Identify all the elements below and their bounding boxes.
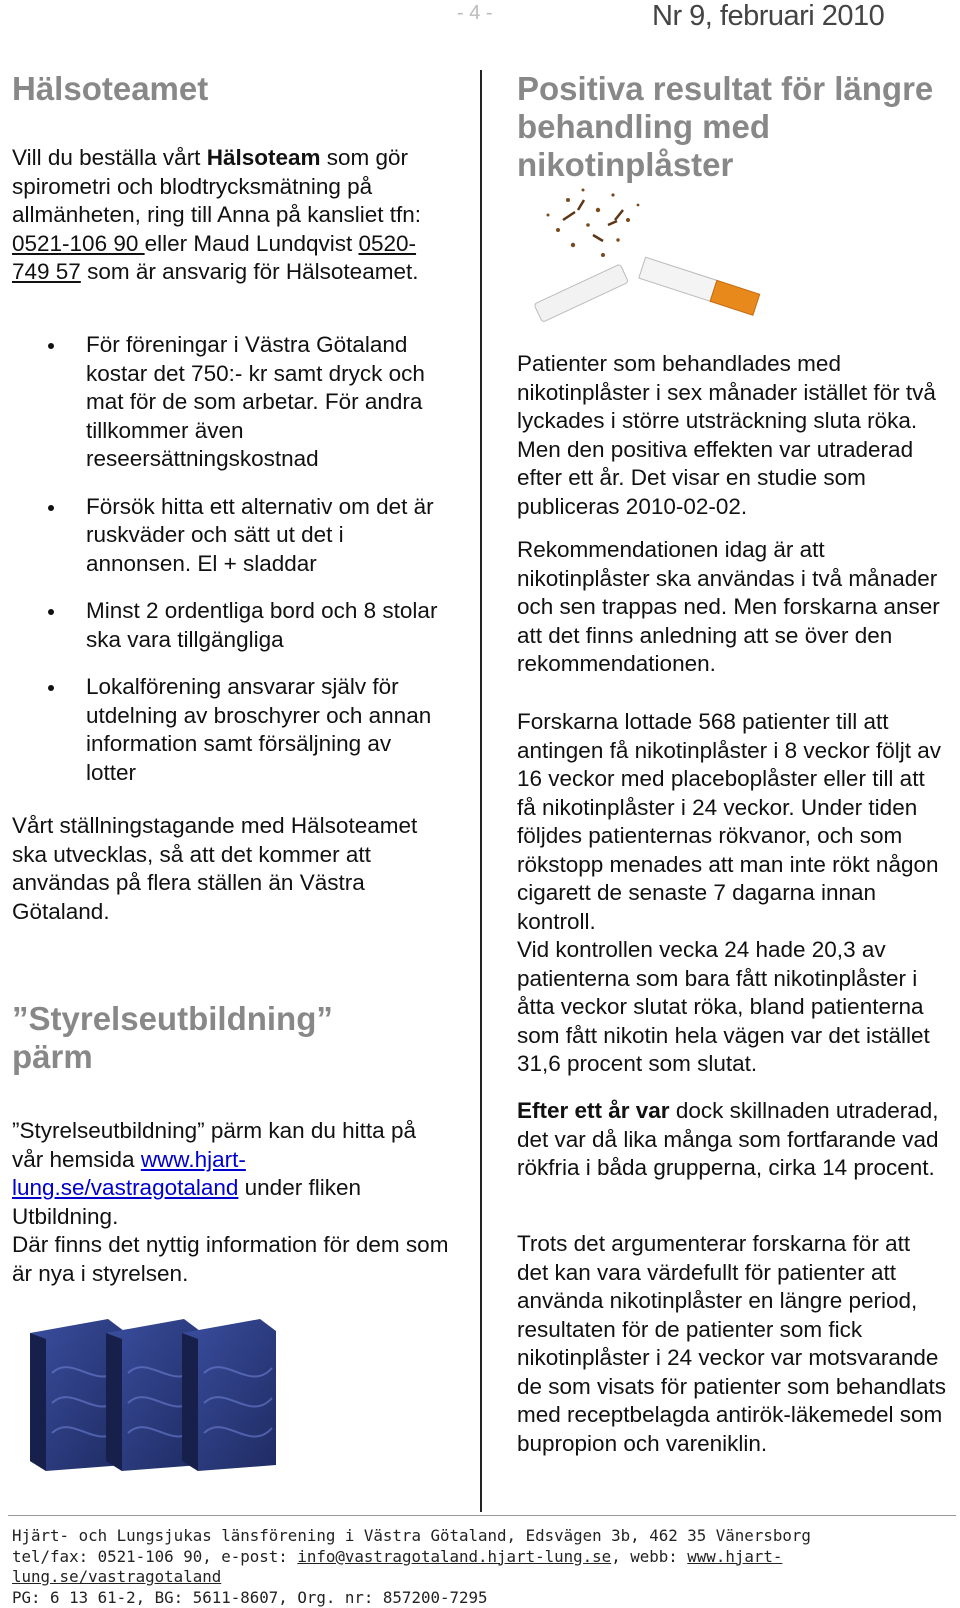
email-link[interactable]: info@vastragotaland.hjart-lung.se [297,1547,611,1566]
web-link[interactable]: www.hjart-lung.se/vastragotaland [12,1547,782,1587]
list-item: Försök hitta ett alternativ om det är ruskväder och sätt ut det i annonsen. El + sladdar [12,493,442,579]
footer-divider [8,1515,956,1516]
footer [12,1526,960,1608]
binder-paragraph: ”Styrelseutbildning” pärm kan du hitta på vår hemsida www.hjart-lung.se/vastragotaland under fliken Utbildning. Där finns det nyttig information för dem som är nya i styrelsen. [12,1117,452,1288]
styrelseutbildning-heading: ”Styrelseutbildning” pärm [12,1000,352,1076]
bullet-icon [48,505,54,511]
phone-anna[interactable]: 0521-106 90 [12,231,145,256]
broken-cigarette-image [528,180,768,330]
page-number: - 4 - [457,2,493,25]
list-item: För föreningar i Västra Götaland kostar det 750:- kr samt dryck och mat för de som arbetar. För andra tillkommer även reseersättningskostnad [12,331,442,474]
footer-contact: tel/fax: 0521-106 90, e-post: info@vastragotaland.hjart-lung.se, webb: www.hjart-lung.se/vastragotaland [12,1547,960,1588]
requirements-list [12,331,442,806]
website-link[interactable]: www.hjart-lung.se/vastragotaland [12,1147,246,1201]
halsoteamet-intro: Vill du beställa vårt Hälsoteam som gör spirometri och blodtrycksmätning på allmänheten, ring till Anna på kansliet tfn: 0521-106 90 eller Maud Lundqvist 0520-749 57 som är ansvarig för Hälsoteamet. [12,144,452,287]
list-item: Minst 2 ordentliga bord och 8 stolar ska vara tillgängliga [12,597,442,654]
article-paragraph-1: Patienter som behandlades med nikotinplåster i sex månader istället för två lyckades i större utsträckning sluta röka. Men den positiva effekten var utraderad efter ett år. Det visar en studie som publiceras 2010-02-02. [517,350,947,521]
article-paragraph-4: Efter ett år var dock skillnaden utraderad, det var då lika många som fortfarande vad rökfria i båda grupperna, cirka 14 procent. [517,1097,947,1183]
bullet-icon [48,685,54,691]
article-paragraph-5: Trots det argumenterar forskarna för att det kan vara värdefullt för patienter att använda nikotinplåster en längre period, resultaten för de patienter som fick nikotinplåster i 24 veckor var motsvarande de som visats för patienter som behandlats med receptbelagda antirök-läkemedel som bupropion och vareniklin. [517,1230,947,1458]
bullet-icon [48,609,54,615]
footer-address: Hjärt- och Lungsjukas länsförening i Västra Götaland, Edsvägen 3b, 462 35 Vänersborg [12,1526,960,1547]
bullet-icon [48,343,54,349]
footer-accounts: PG: 6 13 61-2, BG: 5611-8607, Org. nr: 857200-7295 [12,1588,960,1608]
article-heading: Positiva resultat för längre behandling med nikotinplåster [517,70,947,184]
binders-image [28,1313,298,1473]
column-divider [480,70,482,1512]
issue-label: Nr 9, februari 2010 [652,0,884,33]
closing-paragraph: Vårt ställningstagande med Hälsoteamet ska utvecklas, så att det kommer att användas på flera ställen än Västra Götaland. [12,812,432,926]
article-paragraph-3: Forskarna lottade 568 patienter till att antingen få nikotinplåster i 8 veckor följt av 16 veckor med placeboplåster eller till att få nikotinplåster i 24 veckor. Under tiden följdes patienternas rökvanor, och som rökstopp menades att man inte rökt någon cigarett de senaste 7 dagarna innan kontroll. Vid kontrollen vecka 24 hade 20,3 av patienterna som bara fått nikotinplåster i åtta veckor slutat röka, bland patienterna som fått nikotin hela vägen var det istället 31,6 procent som slutat. [517,708,947,1079]
halsoteamet-heading: Hälsoteamet [12,70,452,108]
article-paragraph-2: Rekommendationen idag är att nikotinplåster ska användas i två månader och sen trappas ned. Men forskarna anser att det finns anledning att se över den rekommendationen. [517,536,947,679]
list-item: Lokalförening ansvarar själv för utdelning av broschyrer och annan information samt försäljning av lotter [12,673,442,787]
phone-maud[interactable]: 0520-749 57 [12,231,416,285]
